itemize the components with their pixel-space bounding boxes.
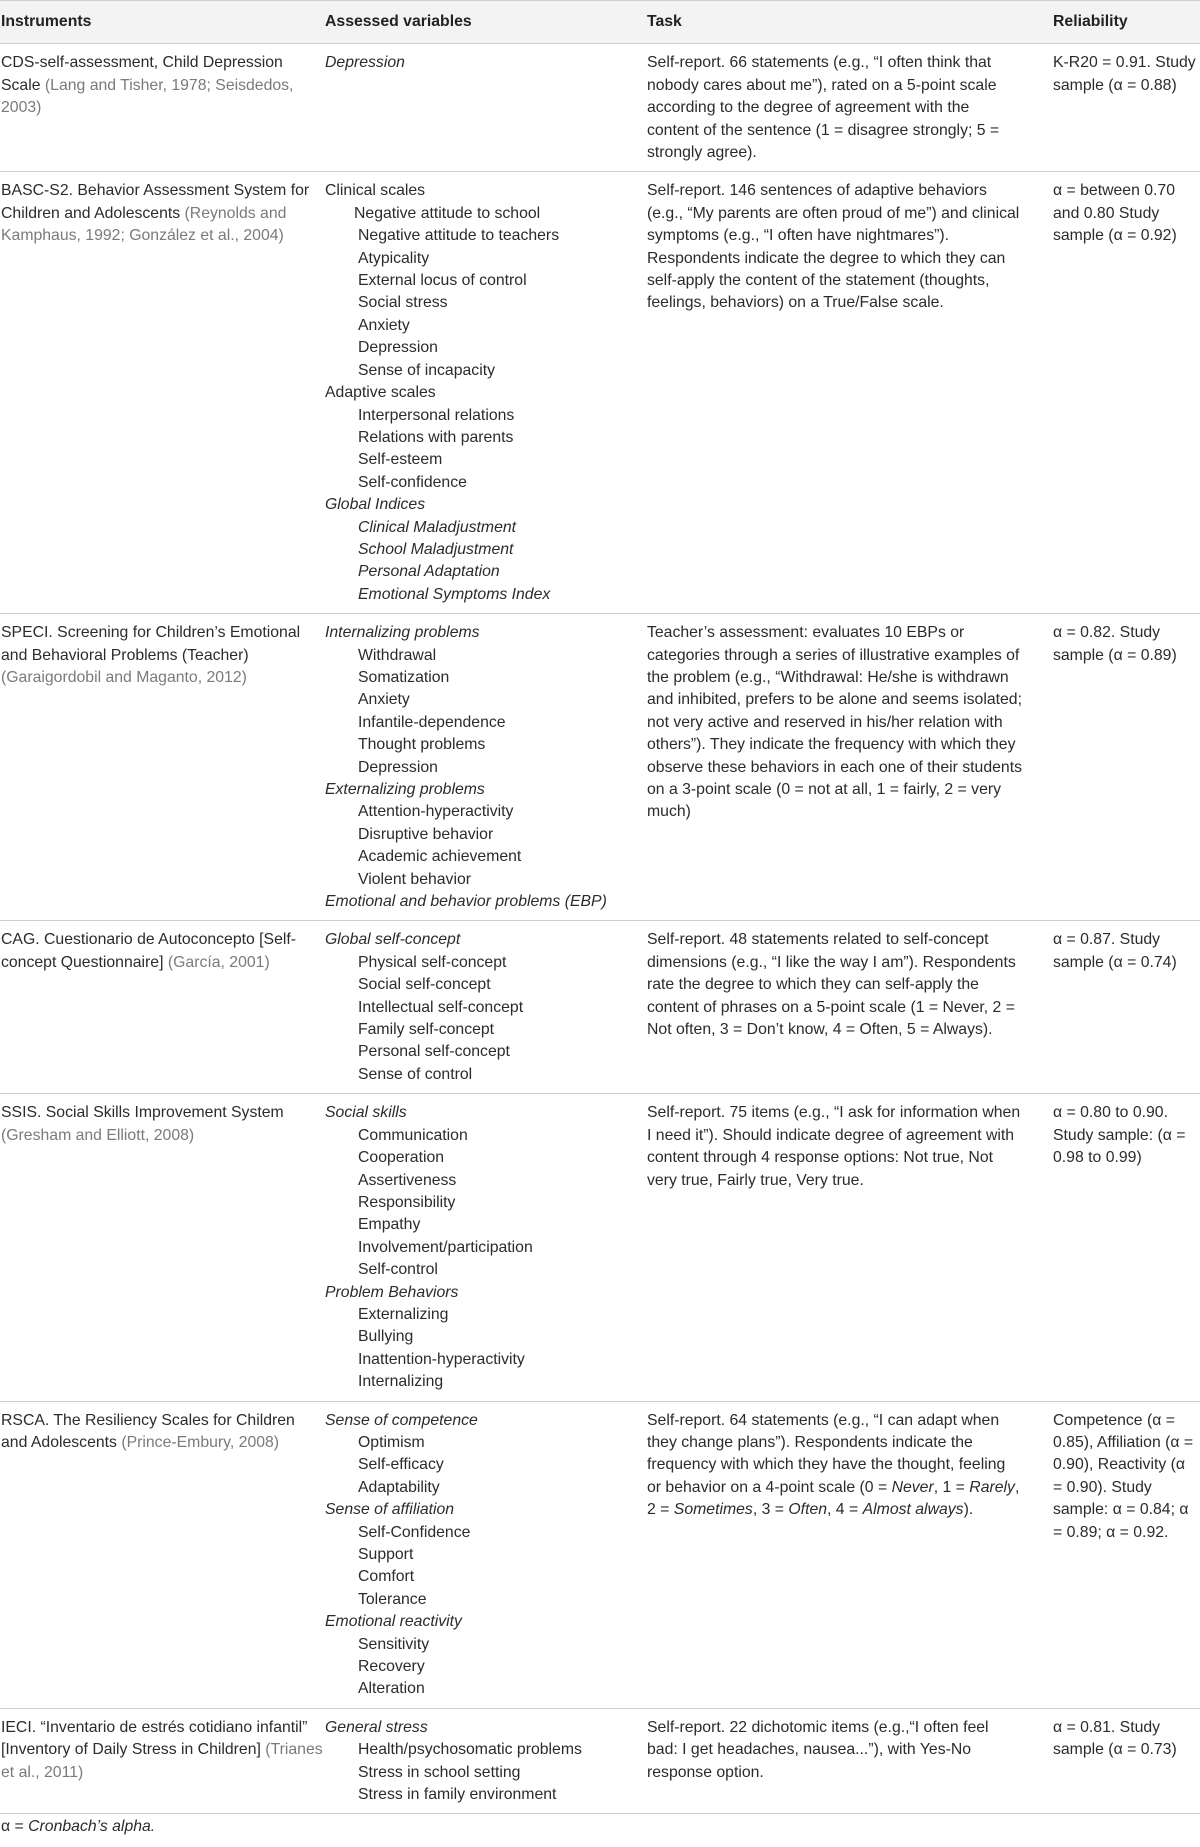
instrument-citation[interactable]: (Prince-Embury, 2008)	[121, 1433, 280, 1451]
variable-subitem: Intellectual self-concept	[358, 998, 524, 1016]
instrument-citation[interactable]: (García, 2001)	[167, 953, 270, 971]
variable-subitem: Academic achievement	[358, 848, 522, 866]
task-text-part: Sometimes	[673, 1501, 753, 1519]
variable-group: Emotional reactivity	[325, 1613, 462, 1631]
task-text-part: Self-report. 64 statements (e.g., “I can adapt when they change plans”). Respondents indicate the frequency with which they have the thought, feeling or behavior on a 4-point scale (0 =	[647, 1411, 1006, 1496]
variable-group: Social skills	[325, 1104, 407, 1122]
instrument-cell	[0, 1401, 324, 1708]
assessed-variables-cell	[324, 44, 646, 172]
variable-subitem: Support	[358, 1546, 414, 1563]
task-cell	[646, 921, 1052, 1094]
variable-subitem: Involvement/participation	[358, 1238, 533, 1256]
variable-group: Emotional and behavior problems (EBP)	[325, 893, 607, 911]
variable-subitem: Negative attitude to teachers	[358, 227, 560, 245]
task-text	[647, 1410, 1052, 1522]
variable-subitem: Violent behavior	[358, 870, 472, 888]
instrument-citation[interactable]: (Trianes et al., 2011)	[1, 1741, 323, 1781]
variable-subitem: Negative attitude to school	[354, 204, 541, 222]
task-text-part: , 4 =	[827, 1501, 863, 1519]
instrument-citation[interactable]: (Reynolds and Kamphaus, 1992; González et al., 2004)	[1, 204, 287, 245]
variable-subitem: Social self-concept	[358, 976, 491, 994]
task-text: Self-report. 48 statements related to self-concept dimensions (e.g., “I like the way I am”). Respondents rate the degree to which they can self-apply the content of phrases on a 5-point scale (1 = Never, 2 = Not often, 3 = Don’t know, 4 = Often, 5 = Always).	[647, 931, 1016, 1039]
variable-subitem: External locus of control	[358, 272, 527, 290]
task-text: Self-report. 22 dichotomic items (e.g.,“I often feel bad: I get headaches, nausea...”), with Yes-No response option.	[647, 1718, 989, 1781]
variable-subitem: Responsibility	[358, 1193, 456, 1211]
reliability-cell: α = 0.87. Study sample (α = 0.74)	[1052, 921, 1200, 1094]
assessed-variables-cell	[324, 1401, 646, 1708]
variable-group: Problem Behaviors	[325, 1283, 459, 1301]
variable-subitem: Cooperation	[358, 1149, 445, 1167]
variable-subitem: Self-efficacy	[358, 1456, 444, 1474]
variable-subitem: Bullying	[358, 1328, 414, 1346]
variable-subitem: Depression	[358, 339, 438, 357]
variable-subitem: School Maladjustment	[358, 540, 514, 558]
variable-group: Global self-concept	[325, 931, 461, 949]
task-text-part: , 1 =	[933, 1478, 970, 1496]
task-text-part: Never	[891, 1478, 934, 1496]
task-text: Self-report. 75 items (e.g., “I ask for information when I need it”). Should indicate degree of agreement with content through 4 response options: Not true, Not very true, Fairly true, Very true.	[647, 1104, 1021, 1189]
task-text: Self-report. 66 statements (e.g., “I often think that nobody cares about me”), rated on a 5-point scale according to the degree of agreement with the content of the sentence (1 = disagree strongly; 5 = strongly agree).	[647, 54, 1000, 162]
assessed-variables-cell	[324, 1708, 646, 1814]
instrument-citation[interactable]: (Garaigordobil and Maganto, 2012)	[1, 668, 247, 686]
instrument-citation[interactable]: (Lang and Tisher, 1978; Seisdedos, 2003)	[1, 76, 294, 117]
footnote-text: Cronbach’s alpha.	[28, 1818, 156, 1835]
variable-subitem: Disruptive behavior	[358, 825, 494, 843]
variable-subitem: Self-Confidence	[358, 1523, 471, 1541]
instrument-name: RSCA. The Resiliency Scales for Children and Adolescents	[1, 1411, 295, 1451]
instrument-cell	[0, 921, 324, 1094]
variable-subitem: Depression	[358, 758, 438, 776]
variable-subitem: Relations with parents	[358, 428, 514, 446]
variable-subitem: Health/psychosomatic problems	[358, 1741, 582, 1759]
variable-subitem: Optimism	[358, 1433, 425, 1451]
task-cell	[646, 614, 1052, 921]
variable-subitem: Adaptability	[358, 1478, 440, 1496]
variable-subitem: Thought problems	[358, 736, 486, 754]
table-row	[0, 921, 1200, 1094]
variable-subitem: Emotional Symptoms Index	[358, 585, 551, 603]
table-row	[0, 44, 1200, 172]
task-cell	[646, 44, 1052, 172]
variable-subitem: Alteration	[358, 1680, 425, 1698]
task-text-part: Almost always	[862, 1501, 964, 1519]
variable-subitem: Sensitivity	[358, 1635, 430, 1653]
variable-subitem: Inattention-hyperactivity	[358, 1350, 525, 1368]
variable-subitem: Sense of control	[358, 1065, 473, 1083]
reliability-cell: α = 0.81. Study sample (α = 0.73)	[1052, 1708, 1200, 1814]
variable-group: Global Indices	[325, 496, 426, 514]
task-text: Self-report. 146 sentences of adaptive behaviors (e.g., “My parents are often proud of me”) and clinical symptoms (e.g., “I often have nightmares”). Respondents indicate the degree to which they can self-apply the content of the statement (thoughts, feelings, behaviors) on a True/False scale.	[647, 182, 1020, 312]
variable-subitem: Clinical Maladjustment	[358, 518, 517, 536]
task-text-part: Rarely	[969, 1478, 1015, 1496]
variable-subitem: Physical self-concept	[358, 953, 507, 971]
variable-subitem: Personal self-concept	[358, 1043, 510, 1061]
instrument-name: IECI. “Inventario de estrés cotidiano infantil” [Inventory of Daily Stress in Children]	[1, 1718, 308, 1759]
reliability-cell: α = 0.80 to 0.90. Study sample: (α = 0.98 to 0.99)	[1052, 1094, 1200, 1401]
variable-group: General stress	[325, 1718, 428, 1736]
task-text-part: ).	[963, 1501, 974, 1519]
variable-subitem: Family self-concept	[358, 1021, 495, 1039]
table-header	[0, 1, 1200, 44]
table-body	[0, 44, 1200, 1814]
assessed-variables-cell	[324, 614, 646, 921]
header-task: Task	[646, 1, 1052, 44]
task-text-part: , 2 =	[647, 1478, 1020, 1519]
instrument-cell	[0, 44, 324, 172]
header-instruments: Instruments	[0, 1, 324, 44]
reliability-cell: K-R20 = 0.91. Study sample (α = 0.88)	[1052, 44, 1200, 172]
variable-subitem: Anxiety	[358, 316, 410, 334]
task-text-part: , 3 =	[752, 1501, 789, 1519]
header-reliability: Reliability	[1052, 1, 1200, 44]
table-row	[0, 614, 1200, 921]
instrument-name: SSIS. Social Skills Improvement System	[1, 1104, 284, 1122]
instrument-cell	[0, 1094, 324, 1401]
table-footnote	[1, 1818, 155, 1836]
variable-group: Adaptive scales	[325, 384, 436, 402]
task-cell	[646, 1708, 1052, 1814]
variable-group: Internalizing problems	[325, 624, 480, 642]
variable-subitem: Comfort	[358, 1568, 415, 1586]
reliability-cell: α = 0.82. Study sample (α = 0.89)	[1052, 614, 1200, 921]
variable-group: Sense of affiliation	[325, 1501, 455, 1519]
variable-subitem: Stress in family environment	[358, 1786, 557, 1804]
variable-subitem: Empathy	[358, 1216, 421, 1234]
task-text-part: Often	[788, 1501, 828, 1519]
instrument-name: BASC-S2. Behavior Assessment System for Children and Adolescents	[1, 182, 310, 222]
table-row	[0, 1094, 1200, 1401]
variable-subitem: Self-confidence	[358, 473, 467, 491]
reliability-cell: Competence (α = 0.85), Affiliation (α = 0.90), Reactivity (α = 0.90). Study sample: α = 0.84; α = 0.89; α = 0.92.	[1052, 1401, 1200, 1708]
table-row	[0, 1401, 1200, 1708]
variable-subitem: Tolerance	[358, 1590, 427, 1608]
variable-subitem: Sense of incapacity	[358, 361, 495, 379]
instrument-citation[interactable]: (Gresham and Elliott, 2008)	[1, 1126, 195, 1144]
variable-subitem: Social stress	[358, 294, 448, 312]
assessed-variables-cell	[324, 921, 646, 1094]
variable-subitem: Personal Adaptation	[358, 563, 500, 581]
variable-subitem: Assertiveness	[358, 1171, 457, 1189]
variable-subitem: Interpersonal relations	[358, 406, 515, 424]
instrument-name: CDS-self-assessment, Child Depression Scale	[1, 54, 283, 94]
variable-subitem: Atypicality	[358, 249, 430, 267]
variable-subitem: Communication	[358, 1126, 468, 1144]
variable-subitem: Infantile-dependence	[358, 713, 506, 731]
assessed-variables-cell	[324, 1094, 646, 1401]
instrument-name: SPECI. Screening for Children’s Emotional and Behavioral Problems (Teacher)	[1, 624, 301, 664]
variable-subitem: Self-control	[358, 1261, 438, 1279]
variable-subitem: Internalizing	[358, 1373, 444, 1391]
variable-subitem: Somatization	[358, 668, 450, 686]
table-row	[0, 1708, 1200, 1814]
variable-group: Depression	[325, 54, 405, 72]
task-text: Teacher’s assessment: evaluates 10 EBPs or categories through a series of illustrative examples of the problem (e.g., “Withdrawal: He/she is withdrawn and inhibited, prefers to be alone and seems isolated; not very active and reserved in his/her relation with others”). They indicate the frequency with which they observe these behaviors in each one of their students on a 3-point scale (0 = not at all, 1 = fairly, 2 = very much)	[647, 624, 1022, 821]
task-cell	[646, 172, 1052, 614]
variable-subitem: Anxiety	[358, 691, 410, 709]
variable-group: Sense of competence	[325, 1411, 478, 1429]
instrument-cell	[0, 172, 324, 614]
task-cell	[646, 1094, 1052, 1401]
reliability-cell: α = between 0.70 and 0.80 Study sample (α = 0.92)	[1052, 172, 1200, 614]
variable-subitem: Withdrawal	[358, 646, 437, 664]
footnote-symbol: α =	[1, 1818, 29, 1835]
variable-subitem: Externalizing	[358, 1305, 449, 1323]
assessed-variables-cell	[324, 172, 646, 614]
instrument-cell	[0, 614, 324, 921]
variable-subitem: Self-esteem	[358, 451, 443, 469]
variable-subitem: Stress in school setting	[358, 1763, 521, 1781]
variable-subitem: Attention-hyperactivity	[358, 803, 514, 821]
task-cell	[646, 1401, 1052, 1708]
table-row	[0, 172, 1200, 614]
variable-group: Clinical scales	[325, 182, 426, 200]
instrument-name: CAG. Cuestionario de Autoconcepto [Self-concept Questionnaire]	[1, 931, 297, 971]
variable-subitem: Recovery	[358, 1658, 425, 1676]
variable-group: Externalizing problems	[325, 781, 485, 798]
header-row	[0, 1, 1200, 44]
header-assessed-variables: Assessed variables	[324, 1, 646, 44]
instrument-cell	[0, 1708, 324, 1814]
